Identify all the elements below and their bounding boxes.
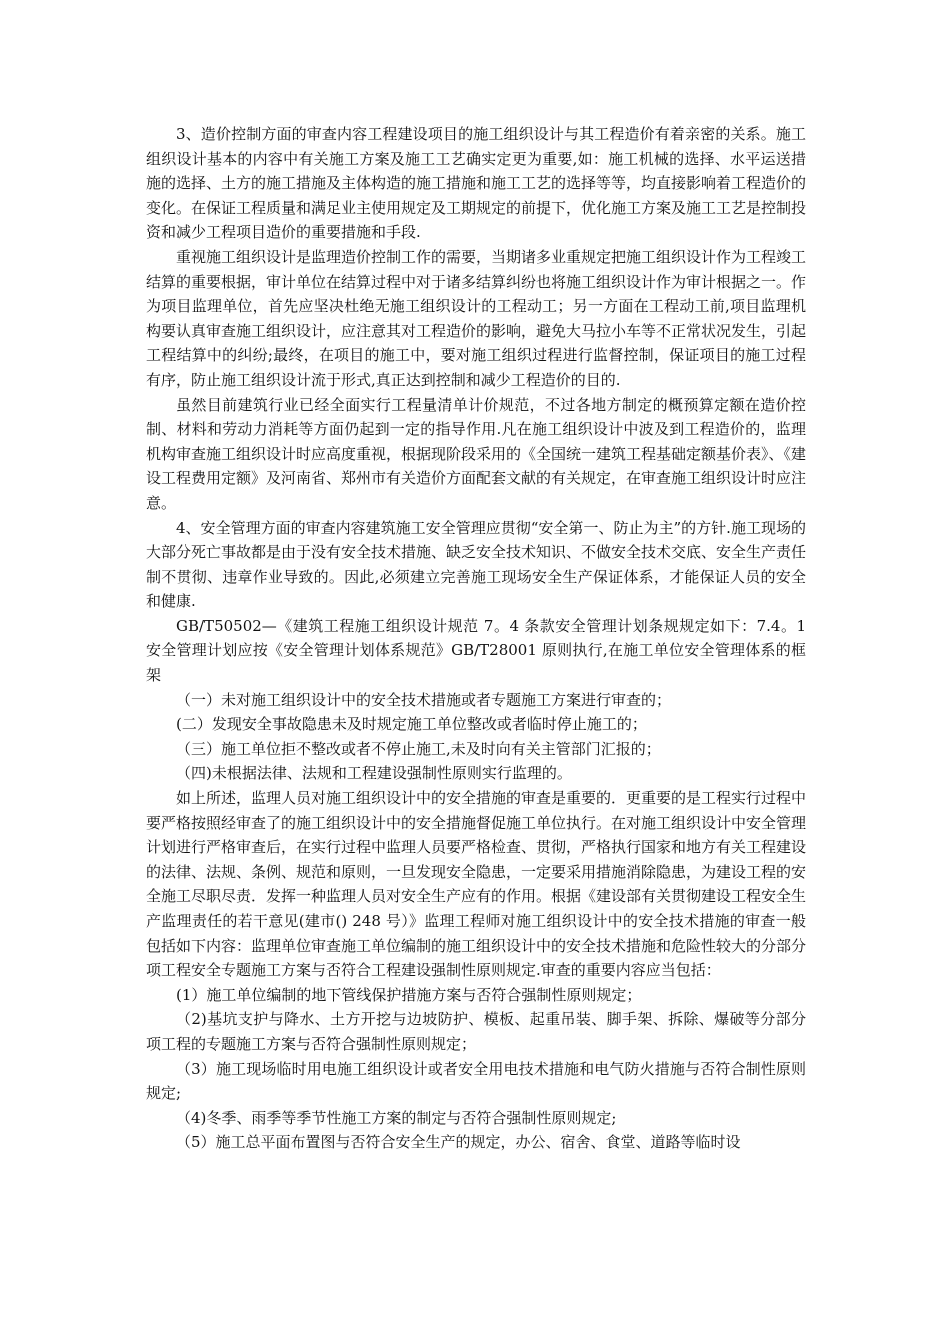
paragraph-quota-guidance: 虽然目前建筑行业已经全面实行工程量清单计价规范，不过各地方制定的概预算定额在造价控制、材料和劳动力消耗等方面仍起到一定的指导作用.凡在施工组织设计中波及到工程造价的，监理机构审查施工组织设计时应高度重视，根据现阶段采用的《全国统一建筑工程基础定额基价表》、《建设工程费用定额》及河南省、郑州市有关造价方面配套文献的有关规定，在审查施工组织设计时应注意。: [146, 395, 807, 512]
paragraph-safety-management-review: 4、安全管理方面的审查内容建筑施工安全管理应贯彻“安全第一、防止为主”的方针.施工现场的大部分死亡事故都是由于没有安全技术措施、缺乏安全技术知识、不做安全技术交底、安全生产责任制不贯彻、违章作业导致的。因此,必须建立完善施工现场安全生产保证体系，才能保证人员的安全和健康.: [146, 518, 807, 611]
paragraph-construction-design-importance: 重视施工组织设计是监理造价控制工作的需要，当期诸多业重规定把施工组织设计作为工程竣工结算的重要根据，审计单位在结算过程中对于诸多结算纠纷也将施工组织设计作为审计根据之一。作为项目监理单位，首先应坚决杜绝无施工组织设计的工程动工；另一方面在工程动工前,项目监理机构要认真审查施工组织设计，应注意其对工程造价的影响，避免大马拉小车等不正常状况发生，引起工程结算中的纠纷;最终，在项目的施工中，要对施工组织过程进行监督控制，保证项目的施工过程有序，防止施工组织设计流于形式,真正达到控制和减少工程造价的目的.: [146, 247, 807, 389]
list-item-one: （一）未对施工组织设计中的安全技术措施或者专题施工方案进行审查的；: [176, 690, 672, 709]
list-item-four: （四)未根据法律、法规和工程建设强制性原则实行监理的。: [176, 764, 572, 783]
paragraph-supervision-summary: 如上所述，监理人员对施工组织设计中的安全措施的审查是重要的．更重要的是工程实行过程中要严格按照经审查了的施工组织设计中的安全措施督促施工单位执行。在对施工组织设计中安全管理计划进行严格审查后，在实行过程中监理人员要严格检查、贯彻，严格执行国家和地方有关工程建设的法律、法规、条例、规范和原则，一旦发现安全隐患，一定要采用措施消除隐患，为建设工程的安全施工尽职尽责．发挥一种监理人员对安全生产应有的作用。根据《建设部有关贯彻建设工程安全生产监理责任的若干意见(建市() 248 号）》监理工程师对施工组织设计中的安全技术措施的审查一般包括如下内容：监理单位审查施工单位编制的施工组织设计中的安全技术措施和危险性较大的分部分项工程安全专题施工方案与否符合工程建设强制性原则规定.审查的重要内容应当包括：: [146, 789, 807, 980]
review-item-4: （4)冬季、雨季等季节性施工方案的制定与否符合强制性原则规定;: [176, 1108, 617, 1127]
document-body: [146, 122, 806, 1155]
paragraph-gb-standard: GB/T50502—《建筑工程施工组织设计规范 7。4 条款安全管理计划条规规定如下：7.4。1 安全管理计划应按《安全管理计划体系规范》GB/T28001 原则执行,在施工单位安全管理体系的框架: [146, 616, 806, 685]
review-item-2: （2)基坑支护与降水、土方开挖与边坡防护、模板、起重吊装、脚手架、拆除、爆破等分部分项工程的专题施工方案与否符合强制性原则规定；: [146, 1010, 806, 1053]
list-item-three: （三）施工单位拒不整改或者不停止施工,未及时向有关主管部门汇报的；: [176, 739, 661, 758]
paragraph-cost-control-review: 3、造价控制方面的审查内容工程建设项目的施工组织设计与其工程造价有着亲密的关系。施工组织设计基本的内容中有关施工方案及施工工艺确实定更为重要,如：施工机械的选择、水平运送措施的选择、土方的施工措施及主体构造的施工措施和施工工艺的选择等等，均直接影响着工程造价的变化。在保证工程质量和满足业主使用规定及工期规定的前提下，优化施工方案及施工工艺是控制投资和减少工程项目造价的重要措施和手段.: [146, 125, 807, 242]
list-item-two: (二）发现安全事故隐患未及时规定施工单位整改或者临时停止施工的；: [176, 715, 647, 734]
review-item-3: （3）施工现场临时用电施工组织设计或者安全用电技术措施和电气防火措施与否符合制性原则规定;: [146, 1059, 806, 1103]
review-item-1: (1）施工单位编制的地下管线保护措施方案与否符合强制性原则规定；: [176, 985, 642, 1004]
review-item-5: （5）施工总平面布置图与否符合安全生产的规定，办公、宿舍、食堂、道路等临时设: [176, 1133, 741, 1152]
